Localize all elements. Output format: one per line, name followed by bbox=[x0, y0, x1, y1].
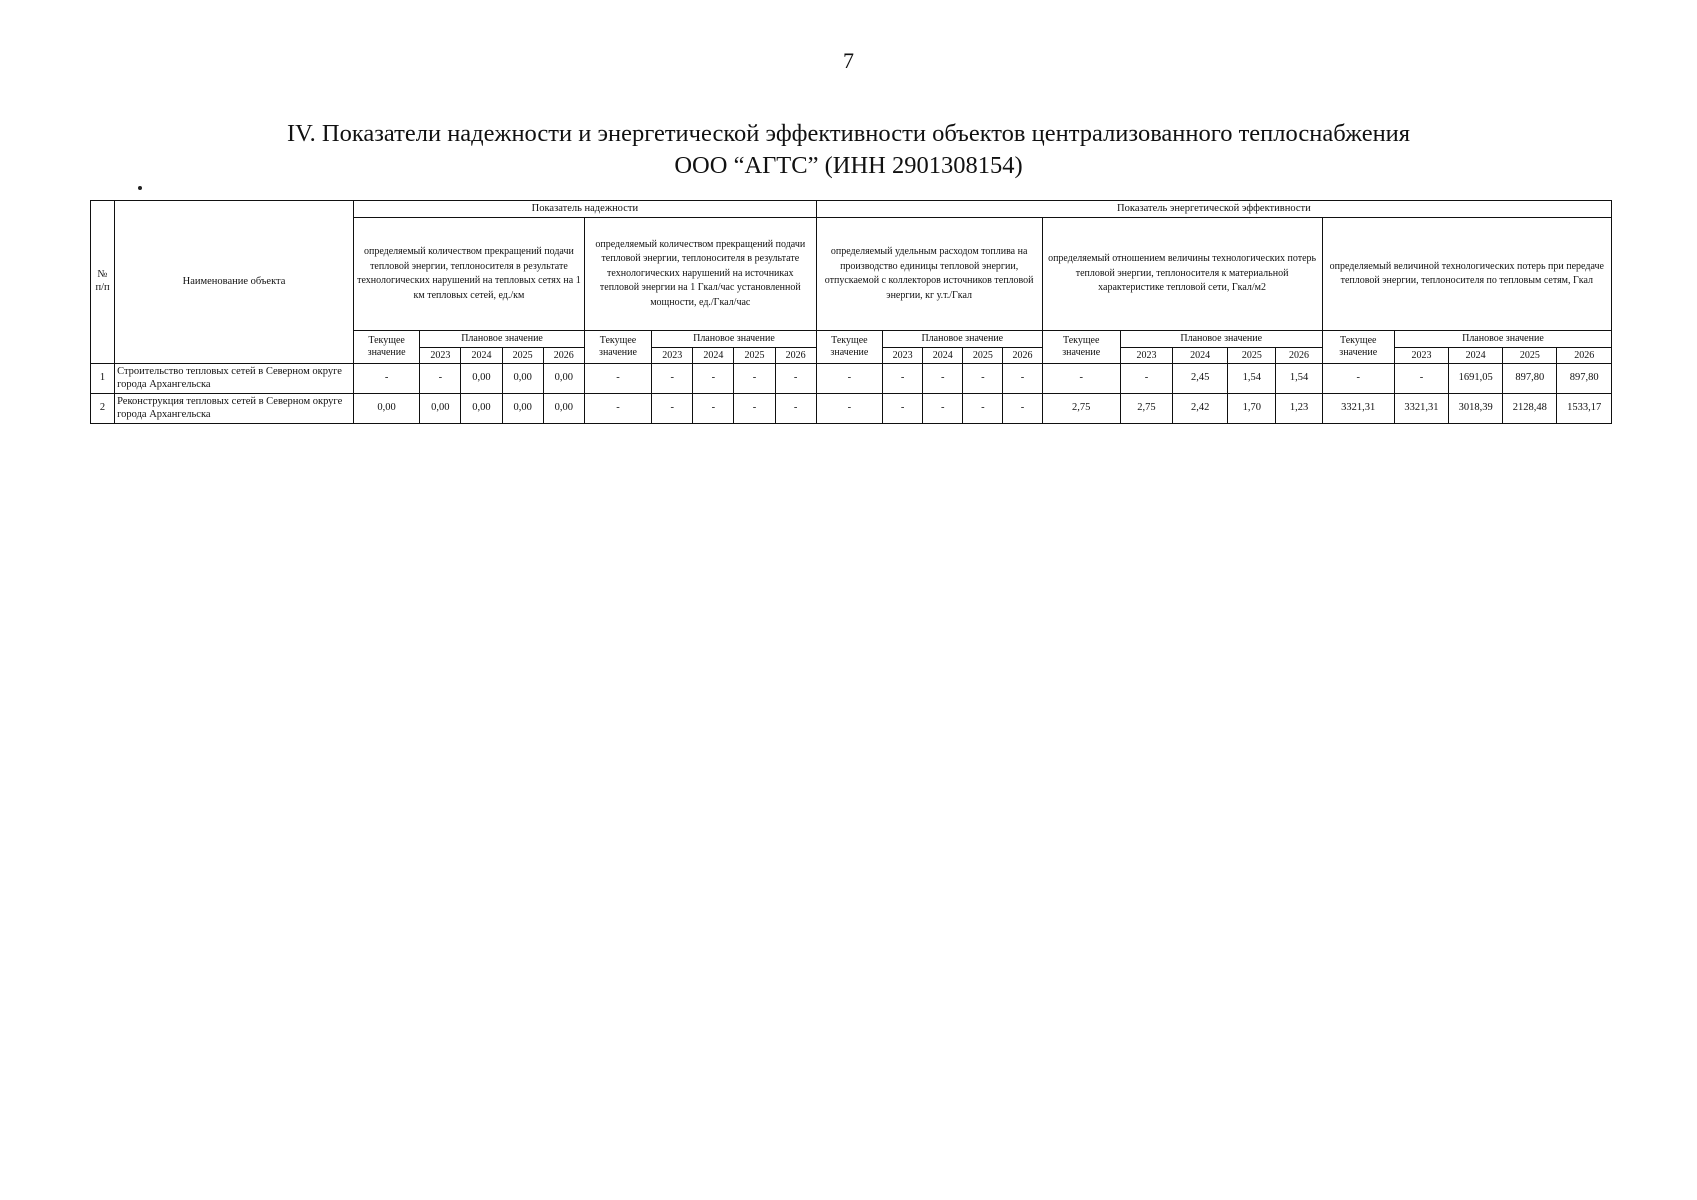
table-row bbox=[91, 364, 1612, 394]
table-cell: - bbox=[693, 394, 734, 424]
row-number: 1 bbox=[91, 364, 115, 394]
table-cell: 3018,39 bbox=[1449, 394, 1503, 424]
table-cell: 0,00 bbox=[502, 394, 543, 424]
year-header: 2025 bbox=[502, 348, 543, 364]
stray-dot bbox=[138, 186, 142, 190]
row-object-name: Реконструкция тепловых сетей в Северном округе города Архангельска bbox=[115, 394, 354, 424]
table-cell: - bbox=[1394, 364, 1448, 394]
year-header: 2024 bbox=[461, 348, 502, 364]
header-planned-3: Плановое значение bbox=[883, 331, 1043, 348]
table-cell: - bbox=[353, 364, 419, 394]
year-header: 2023 bbox=[652, 348, 693, 364]
table-cell: 897,80 bbox=[1557, 364, 1612, 394]
year-header: 2026 bbox=[1003, 348, 1042, 364]
table-cell: - bbox=[693, 364, 734, 394]
table-cell: 0,00 bbox=[502, 364, 543, 394]
header-planned-2: Плановое значение bbox=[652, 331, 817, 348]
table-cell: - bbox=[584, 364, 651, 394]
header-planned-1: Плановое значение bbox=[420, 331, 585, 348]
table-cell: 0,00 bbox=[420, 394, 461, 424]
year-header: 2023 bbox=[883, 348, 923, 364]
header-group-reliability: Показатель надежности bbox=[353, 201, 816, 218]
table-cell: 897,80 bbox=[1503, 364, 1557, 394]
table-cell: 0,00 bbox=[353, 394, 419, 424]
year-header: 2025 bbox=[1228, 348, 1276, 364]
table-cell: - bbox=[923, 394, 963, 424]
header-current-3: Текущее значение bbox=[816, 331, 882, 364]
table-cell: - bbox=[775, 364, 816, 394]
table-cell: - bbox=[1042, 364, 1120, 394]
year-header: 2025 bbox=[1503, 348, 1557, 364]
year-header: 2026 bbox=[775, 348, 816, 364]
header-indicator-2: определяемый количеством прекращений подачи тепловой энергии, теплоносителя в результате технологических нарушений на источниках тепловой энергии на 1 Гкал/час установленной мощности, ед./Гкал/час bbox=[584, 218, 816, 331]
table-cell: 1,23 bbox=[1276, 394, 1322, 424]
header-current-2: Текущее значение bbox=[584, 331, 651, 364]
table-cell: 1,70 bbox=[1228, 394, 1276, 424]
indicators-table bbox=[90, 200, 1612, 424]
table-cell: - bbox=[1322, 364, 1394, 394]
table-cell: 2,75 bbox=[1120, 394, 1172, 424]
title-line-2: ООО “АГТС” (ИНН 2901308154) bbox=[674, 152, 1023, 179]
header-current-4: Текущее значение bbox=[1042, 331, 1120, 364]
year-header: 2026 bbox=[1557, 348, 1612, 364]
table-cell: - bbox=[1003, 394, 1042, 424]
header-planned-5: Плановое значение bbox=[1394, 331, 1611, 348]
year-header: 2024 bbox=[1449, 348, 1503, 364]
table-cell: 1,54 bbox=[1228, 364, 1276, 394]
table-cell: - bbox=[1120, 364, 1172, 394]
table-cell: - bbox=[883, 364, 923, 394]
year-header: 2023 bbox=[1120, 348, 1172, 364]
year-header: 2026 bbox=[543, 348, 584, 364]
table-cell: 2,42 bbox=[1173, 394, 1228, 424]
row-number: 2 bbox=[91, 394, 115, 424]
table-cell: - bbox=[734, 364, 775, 394]
table-row bbox=[91, 394, 1612, 424]
year-header: 2025 bbox=[734, 348, 775, 364]
table-cell: 1533,17 bbox=[1557, 394, 1612, 424]
table-cell: - bbox=[883, 394, 923, 424]
year-header: 2023 bbox=[420, 348, 461, 364]
page-title bbox=[0, 118, 1697, 182]
table-cell: - bbox=[923, 364, 963, 394]
year-header: 2024 bbox=[923, 348, 963, 364]
header-group-efficiency: Показатель энергетической эффективности bbox=[816, 201, 1611, 218]
table-cell: 3321,31 bbox=[1322, 394, 1394, 424]
year-header: 2026 bbox=[1276, 348, 1322, 364]
header-indicator-4: определяемый отношением величины технологических потерь тепловой энергии, теплоносителя к материальной характеристике тепловой сети, Гкал/м2 bbox=[1042, 218, 1322, 331]
page-number: 7 bbox=[843, 48, 854, 73]
table-cell: - bbox=[775, 394, 816, 424]
title-line-1: IV. Показатели надежности и энергетической эффективности объектов централизованного теплоснабжения bbox=[286, 120, 1411, 147]
table-cell: - bbox=[816, 394, 882, 424]
table-cell: - bbox=[734, 394, 775, 424]
table-cell: - bbox=[652, 364, 693, 394]
year-header: 2025 bbox=[963, 348, 1003, 364]
table-cell: 0,00 bbox=[543, 394, 584, 424]
row-object-name: Строительство тепловых сетей в Северном округе города Архангельска bbox=[115, 364, 354, 394]
table-cell: 2,75 bbox=[1042, 394, 1120, 424]
table-cell: - bbox=[963, 394, 1003, 424]
header-current-5: Текущее значение bbox=[1322, 331, 1394, 364]
header-indicator-1: определяемый количеством прекращений подачи тепловой энергии, теплоносителя в результате технологических нарушений на тепловых сетях на 1 км тепловых сетей, ед./км bbox=[353, 218, 584, 331]
header-object-name: Наименование объекта bbox=[115, 201, 354, 364]
table-cell: 2,45 bbox=[1173, 364, 1228, 394]
table-cell: - bbox=[584, 394, 651, 424]
table-cell: 3321,31 bbox=[1394, 394, 1448, 424]
year-header: 2023 bbox=[1394, 348, 1448, 364]
table-cell: 2128,48 bbox=[1503, 394, 1557, 424]
table-cell: - bbox=[420, 364, 461, 394]
table-cell: - bbox=[652, 394, 693, 424]
table-cell: 0,00 bbox=[461, 394, 502, 424]
year-header: 2024 bbox=[1173, 348, 1228, 364]
header-planned-4: Плановое значение bbox=[1120, 331, 1322, 348]
table-cell: 0,00 bbox=[543, 364, 584, 394]
table-cell: 0,00 bbox=[461, 364, 502, 394]
header-indicator-5: определяемый величиной технологических потерь при передаче тепловой энергии, теплоносителя по тепловым сетям, Гкал bbox=[1322, 218, 1611, 331]
header-indicator-3: определяемый удельным расходом топлива на производство единицы тепловой энергии, отпускаемой с коллекторов источников тепловой энергии, кг у.т./Гкал bbox=[816, 218, 1042, 331]
table-cell: 1,54 bbox=[1276, 364, 1322, 394]
year-header: 2024 bbox=[693, 348, 734, 364]
table-cell: 1691,05 bbox=[1449, 364, 1503, 394]
table-cell: - bbox=[816, 364, 882, 394]
header-number: № п/п bbox=[91, 201, 115, 364]
table-cell: - bbox=[1003, 364, 1042, 394]
table-cell: - bbox=[963, 364, 1003, 394]
header-current-1: Текущее значение bbox=[353, 331, 419, 364]
